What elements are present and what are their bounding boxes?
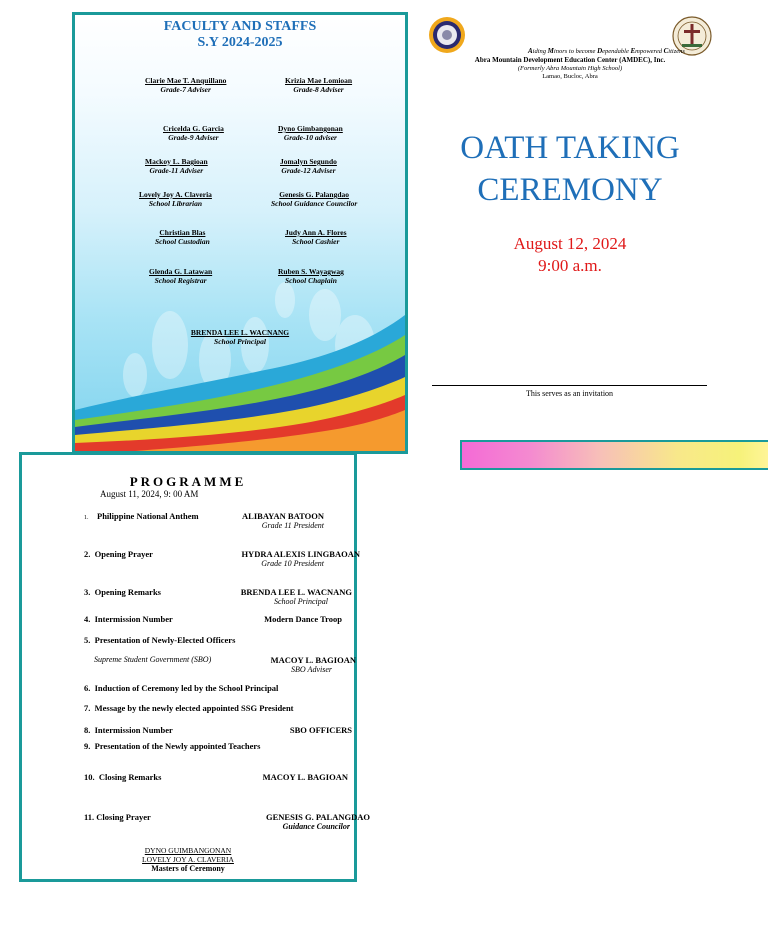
- faculty-member-role: School Registrar: [154, 276, 207, 285]
- item-number: 8.: [84, 725, 91, 735]
- item-number: 1.: [84, 515, 89, 521]
- event-title-line1: OATH TAKING: [460, 130, 680, 166]
- item-presenter: MACOY L. BAGIOAN: [270, 655, 356, 665]
- faculty-member: [280, 157, 337, 175]
- item-presenter-role: School Principal: [274, 597, 328, 606]
- faculty-member-name: Ruben S. Wayagwag: [278, 267, 344, 276]
- item-number: 5.: [84, 635, 91, 645]
- faculty-member-name: Genesis G. Palangdao: [279, 190, 350, 199]
- programme-item: [84, 683, 278, 693]
- programme-item: [84, 725, 173, 735]
- faculty-member-role: School Guidance Councilor: [271, 199, 358, 208]
- programme-item: [84, 614, 173, 624]
- programme-date: August 11, 2024, 9: 00 AM: [100, 489, 199, 499]
- item-presenter-role: SBO Adviser: [291, 665, 332, 674]
- programme-item: [84, 741, 260, 751]
- faculty-member-name: Judy Ann A. Flores: [285, 228, 347, 237]
- faculty-member-role: School Chaplain: [285, 276, 337, 285]
- item-number: 7.: [84, 703, 91, 713]
- mc-name-2: [22, 855, 354, 864]
- faculty-member: [271, 190, 357, 208]
- invitation-note: This serves as an invitation: [525, 389, 614, 398]
- school-tagline: [528, 47, 685, 55]
- event-time: 9:00 a.m.: [538, 256, 602, 275]
- item-presenter: BRENDA LEE L. WACNANG: [240, 587, 352, 597]
- item-presenter: HYDRA ALEXIS LINGBAOAN: [241, 549, 360, 559]
- programme-panel: [19, 452, 370, 882]
- faculty-member-name: Clarie Mae T. Anquillano: [145, 76, 227, 85]
- mc-name-1: [22, 846, 354, 855]
- faculty-member: [285, 228, 347, 246]
- programme-title: PROGRAMME: [129, 474, 247, 489]
- faculty-panel: [72, 12, 408, 454]
- item-number: 11.: [84, 812, 95, 822]
- item-label: Closing Remarks: [98, 772, 162, 782]
- decorative-wave-background: [75, 15, 405, 451]
- faculty-member: [278, 124, 343, 142]
- item-presenter-role: Guidance Councilor: [282, 822, 350, 831]
- item-label: Presentation of Newly-Elected Officers: [94, 635, 236, 645]
- item-label: Induction of Ceremony led by the School Principal: [94, 683, 279, 693]
- item-number: 2.: [84, 549, 91, 559]
- item-number: 9.: [84, 741, 91, 751]
- tagline-letter: E: [630, 47, 636, 55]
- organization-address: Lamao, Bucloc, Abra: [542, 73, 598, 80]
- event-title-line2: CEREMONY: [477, 172, 663, 208]
- faculty-member-role: Grade-11 Adviser: [149, 166, 204, 175]
- event-date: August 12, 2024: [513, 234, 627, 253]
- programme-item: [84, 587, 161, 597]
- tagline-letter: M: [547, 47, 554, 55]
- faculty-member: [155, 228, 210, 246]
- faculty-member: [139, 190, 212, 208]
- programme-item: [84, 772, 161, 782]
- school-logo-icon: [428, 16, 466, 59]
- principal-signature: [75, 328, 405, 346]
- programme-item: [84, 635, 235, 645]
- faculty-member: [163, 124, 224, 142]
- tagline-letter: A: [528, 47, 533, 55]
- item-presenter: MACOY L. BAGIOAN: [262, 772, 348, 782]
- faculty-member: [285, 76, 352, 94]
- faculty-member-name: Dyno Gimbangonan: [278, 124, 343, 133]
- tagline-text: mpowered: [635, 48, 664, 55]
- item-label: Intermission Number: [94, 725, 173, 735]
- mc-name-text: DYNO GUIMBANGONAN: [144, 846, 232, 855]
- faculty-member-name: Cricelda G. Garcia: [163, 124, 224, 133]
- item-number: 10.: [84, 772, 95, 782]
- faculty-member-role: Grade-7 Adviser: [160, 85, 211, 94]
- faculty-member-name: Krizia Mae Lomioan: [285, 76, 353, 85]
- programme-item: [84, 549, 153, 559]
- faculty-member-name: Christian Blas: [159, 228, 206, 237]
- programme-item: [84, 703, 294, 713]
- tagline-text: ependable: [602, 48, 631, 55]
- item-presenter: ALIBAYAN BATOON: [242, 511, 324, 521]
- tagline-text: iding: [532, 48, 548, 55]
- faculty-school-year: S.Y 2024-2025: [197, 35, 283, 50]
- item-label: Intermission Number: [94, 614, 173, 624]
- tagline-text: itizens: [668, 48, 685, 55]
- tagline-letter: D: [597, 47, 603, 55]
- programme-item: [84, 511, 199, 521]
- faculty-title: FACULTY AND STAFFS: [163, 19, 317, 34]
- faculty-member: [278, 267, 344, 285]
- item-label: Opening Remarks: [94, 587, 161, 597]
- faculty-member-role: Grade-9 Adviser: [168, 133, 219, 142]
- faculty-member-name: Glenda G. Latawan: [149, 267, 213, 276]
- organization-former-name: (Formerly Abra Mountain High School): [517, 65, 623, 72]
- item-label: Presentation of the Newly appointed Teachers: [94, 741, 261, 751]
- item-presenter: Modern Dance Troop: [264, 614, 342, 624]
- faculty-member: [145, 157, 208, 175]
- item-label: Philippine National Anthem: [97, 511, 199, 521]
- faculty-member-name: Lovely Joy A. Claveria: [139, 190, 212, 199]
- faculty-member-role: School Custodian: [155, 237, 210, 246]
- faculty-member-name: Jomalyn Segundo: [280, 157, 337, 166]
- faculty-member: [149, 267, 212, 285]
- item-label: Opening Prayer: [94, 549, 153, 559]
- item-presenter: GENESIS G. PALANGDAO: [266, 812, 370, 822]
- mc-label: Masters of Ceremony: [151, 864, 225, 873]
- item-presenter-role: Grade 11 President: [261, 521, 324, 530]
- programme-item: [84, 812, 151, 822]
- organization-name: Abra Mountain Development Education Center (AMDEC), Inc.: [474, 56, 666, 64]
- item-label: Message by the newly elected appointed SSG President: [94, 703, 294, 713]
- tagline-text: inors to become: [553, 48, 598, 55]
- item-presenter: SBO OFFICERS: [289, 725, 352, 735]
- tagline-letter: C: [663, 47, 669, 55]
- faculty-member-role: School Cashier: [292, 237, 340, 246]
- faculty-member: [145, 76, 226, 94]
- item-number: 6.: [84, 683, 91, 693]
- principal-role: School Principal: [214, 337, 266, 346]
- faculty-member-name: Mackoy L. Bagioan: [145, 157, 208, 166]
- signature-line: [432, 385, 707, 386]
- mc-name-text: LOVELY JOY A. CLAVERIA: [142, 855, 234, 864]
- faculty-member-role: Grade-8 Adviser: [293, 85, 344, 94]
- item-label: Closing Prayer: [96, 812, 151, 822]
- sub-item-label: Supreme Student Government (SBO): [94, 655, 212, 664]
- faculty-member-role: Grade-10 adviser: [283, 133, 337, 142]
- decorative-gradient-stripe: [460, 440, 768, 470]
- item-presenter-role: Grade 10 President: [261, 559, 324, 568]
- item-number: 3.: [84, 587, 91, 597]
- faculty-member-role: School Librarian: [148, 199, 203, 208]
- faculty-member-role: Grade-12 Adviser: [281, 166, 336, 175]
- principal-name: BRENDA LEE L. WACNANG: [190, 328, 290, 337]
- item-number: 4.: [84, 614, 91, 624]
